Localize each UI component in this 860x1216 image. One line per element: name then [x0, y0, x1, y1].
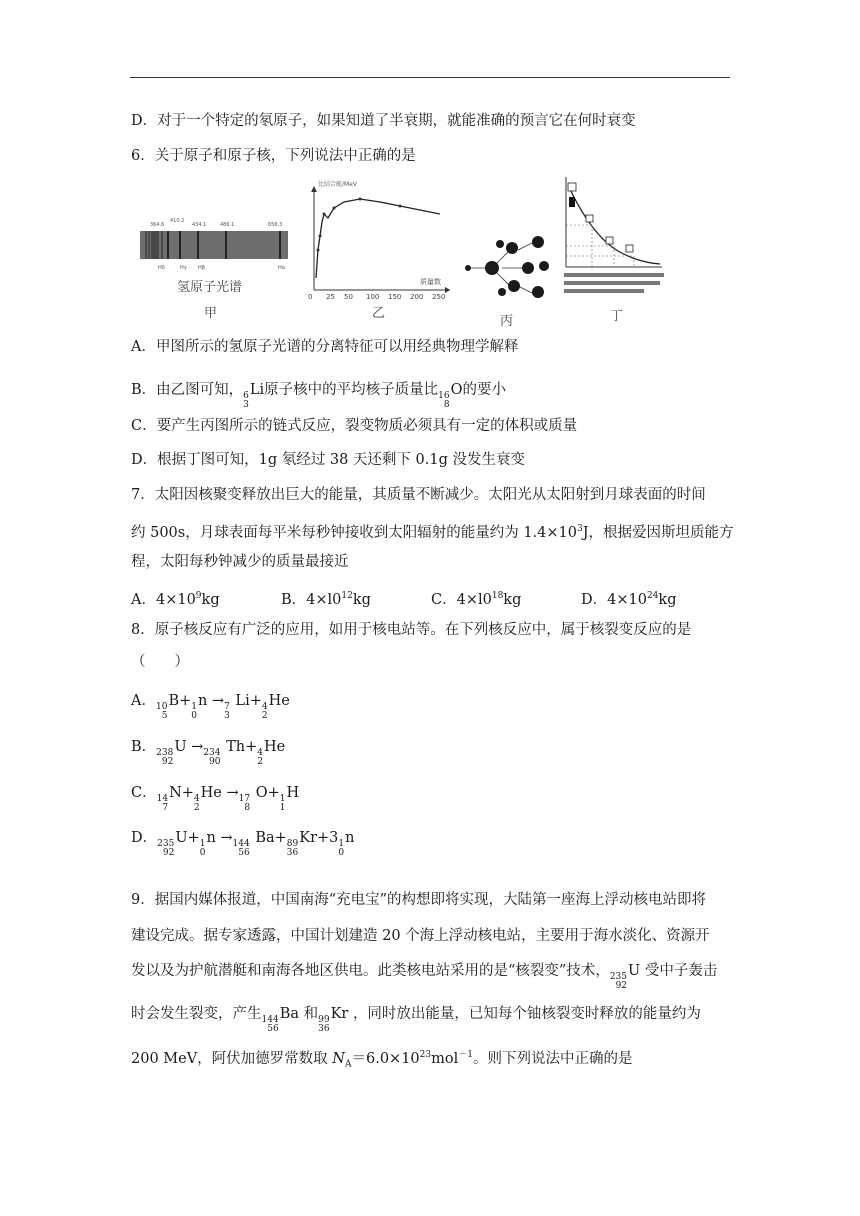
- figure-ding: [558, 175, 668, 325]
- tick-label: 50: [344, 293, 353, 301]
- tick-label: 150: [388, 293, 402, 301]
- binding-energy-x-label: 质量数: [420, 278, 441, 286]
- tick-label: 100: [366, 293, 380, 301]
- svg-text:486.1: 486.1: [220, 222, 235, 228]
- q8-option-b: B． 238 92 U → 234 90 Th+ 4 2 He: [131, 739, 286, 767]
- q7-option-c: C．$4\times l0^{18}kg$: [431, 591, 522, 608]
- header-rule: [130, 77, 730, 78]
- q9-line-1: 9．据国内媒体报道，中国南海“充电宝”的构想即将实现，大陆第一座海上浮动核电站即将: [131, 892, 707, 908]
- tick-label: 200: [410, 293, 424, 301]
- q6-option-a: A．甲图所示的氢原子光谱的分离特征可以用经典物理学解释: [131, 339, 519, 355]
- figure-jia-label: 甲: [204, 306, 218, 321]
- q7-line-1: 7．太阳因核聚变释放出巨大的能量，其质量不断减少。太阳光从太阳射到月球表面的时间: [131, 487, 706, 503]
- q8-option-d: D． 235 92 U+ 1 0 n → 144 56 Ba+ 89 36 Kr+3 1 0 n: [131, 830, 355, 858]
- q7-line-3: 程，太阳每秒钟减少的质量最接近: [131, 554, 349, 570]
- q7-line-2: 约 500s，月球表面每平米每秒钟接收到太阳辐射的能量约为 $1.4\times 10^3J$，根据爱因斯坦质能方: [131, 524, 734, 541]
- figure-jia: [140, 176, 290, 321]
- svg-text:Hβ: Hβ: [198, 265, 205, 271]
- q8-option-c: C． 14 7 N+ 4 2 He → 17 8 O+ 1 1 H: [131, 785, 300, 813]
- q8-line-1: 8．原子核反应有广泛的应用，如用于核电站等。在下列核反应中，属于核裂变反应的是: [131, 622, 692, 638]
- q7-option-b: B．$4\times l0^{12}kg$: [281, 591, 371, 608]
- decay-curve-figure: [558, 175, 668, 305]
- hydrogen-spectrum-figure: [140, 176, 290, 316]
- svg-text:434.1: 434.1: [192, 222, 207, 228]
- q6-stem: 6．关于原子和原子核，下列说法中正确的是: [131, 148, 416, 164]
- svg-text:Hδ: Hδ: [158, 265, 165, 271]
- tick-label: 0: [308, 293, 313, 301]
- q7-option-d: D．$4\times 10^{24}kg$: [581, 591, 677, 608]
- svg-text:656.3: 656.3: [268, 222, 283, 228]
- figure-ding-label: 丁: [610, 309, 624, 324]
- binding-energy-figure: [300, 178, 460, 318]
- tick-label: 25: [326, 293, 335, 301]
- figure-yi-label: 乙: [372, 306, 386, 321]
- q8-option-a: A． 10 5 B+ 1 0 n → 7 3 Li+ 4 2 He: [131, 693, 290, 721]
- chain-reaction-figure: [462, 230, 552, 304]
- figure-bing-label: 丙: [500, 314, 514, 329]
- q6-option-c: C．要产生丙图所示的链式反应，裂变物质必须具有一定的体积或质量: [131, 418, 578, 434]
- q9-line-2: 建设完成。据专家透露，中国计划建造 20 个海上浮动核电站，主要用于海水淡化、资源开: [131, 928, 710, 944]
- figure-bing: [462, 230, 552, 380]
- figure-yi: [300, 178, 460, 328]
- svg-text:Hα: Hα: [278, 265, 286, 271]
- q7-option-a: A．$4\times 10^9kg$: [131, 591, 220, 608]
- svg-text:410.2: 410.2: [170, 218, 185, 224]
- hydrogen-spectrum-caption: 氢原子光谱: [177, 280, 243, 295]
- svg-text:Hγ: Hγ: [180, 265, 187, 271]
- binding-energy-y-label: 比结合能/MeV: [318, 181, 357, 188]
- q6-option-b: B．由乙图可知， 6 3 Li原子核中的平均核子质量比 16 8 O的要小: [131, 382, 507, 410]
- q6-option-d: D．根据丁图可知，1g 氡经过 38 天还剩下 0.1g 没发生衰变: [131, 452, 525, 468]
- svg-text:364.6: 364.6: [150, 222, 165, 228]
- tick-label: 250: [432, 293, 446, 301]
- q9-line-3: 发以及为护航潜艇和南海各地区供电。此类核电站采用的是“核裂变”技术， 235 92 U 受中子轰击: [131, 963, 718, 991]
- q9-line-5: 200 MeV，阿伏加德罗常数取 $N_A=6.0\times 10^{23}mol^{-1}$。则下列说法中正确的是: [131, 1050, 633, 1070]
- q9-line-4: 时会发生裂变，产生 144 56 Ba 和 99 36 Kr ，同时放出能量，已知每个铀核裂变时释放的能量约为: [131, 1006, 701, 1034]
- q8-line-2: （ ）: [131, 654, 189, 670]
- q5-option-d: D．对于一个特定的氡原子，如果知道了半衰期，就能准确的预言它在何时衰变: [131, 113, 636, 129]
